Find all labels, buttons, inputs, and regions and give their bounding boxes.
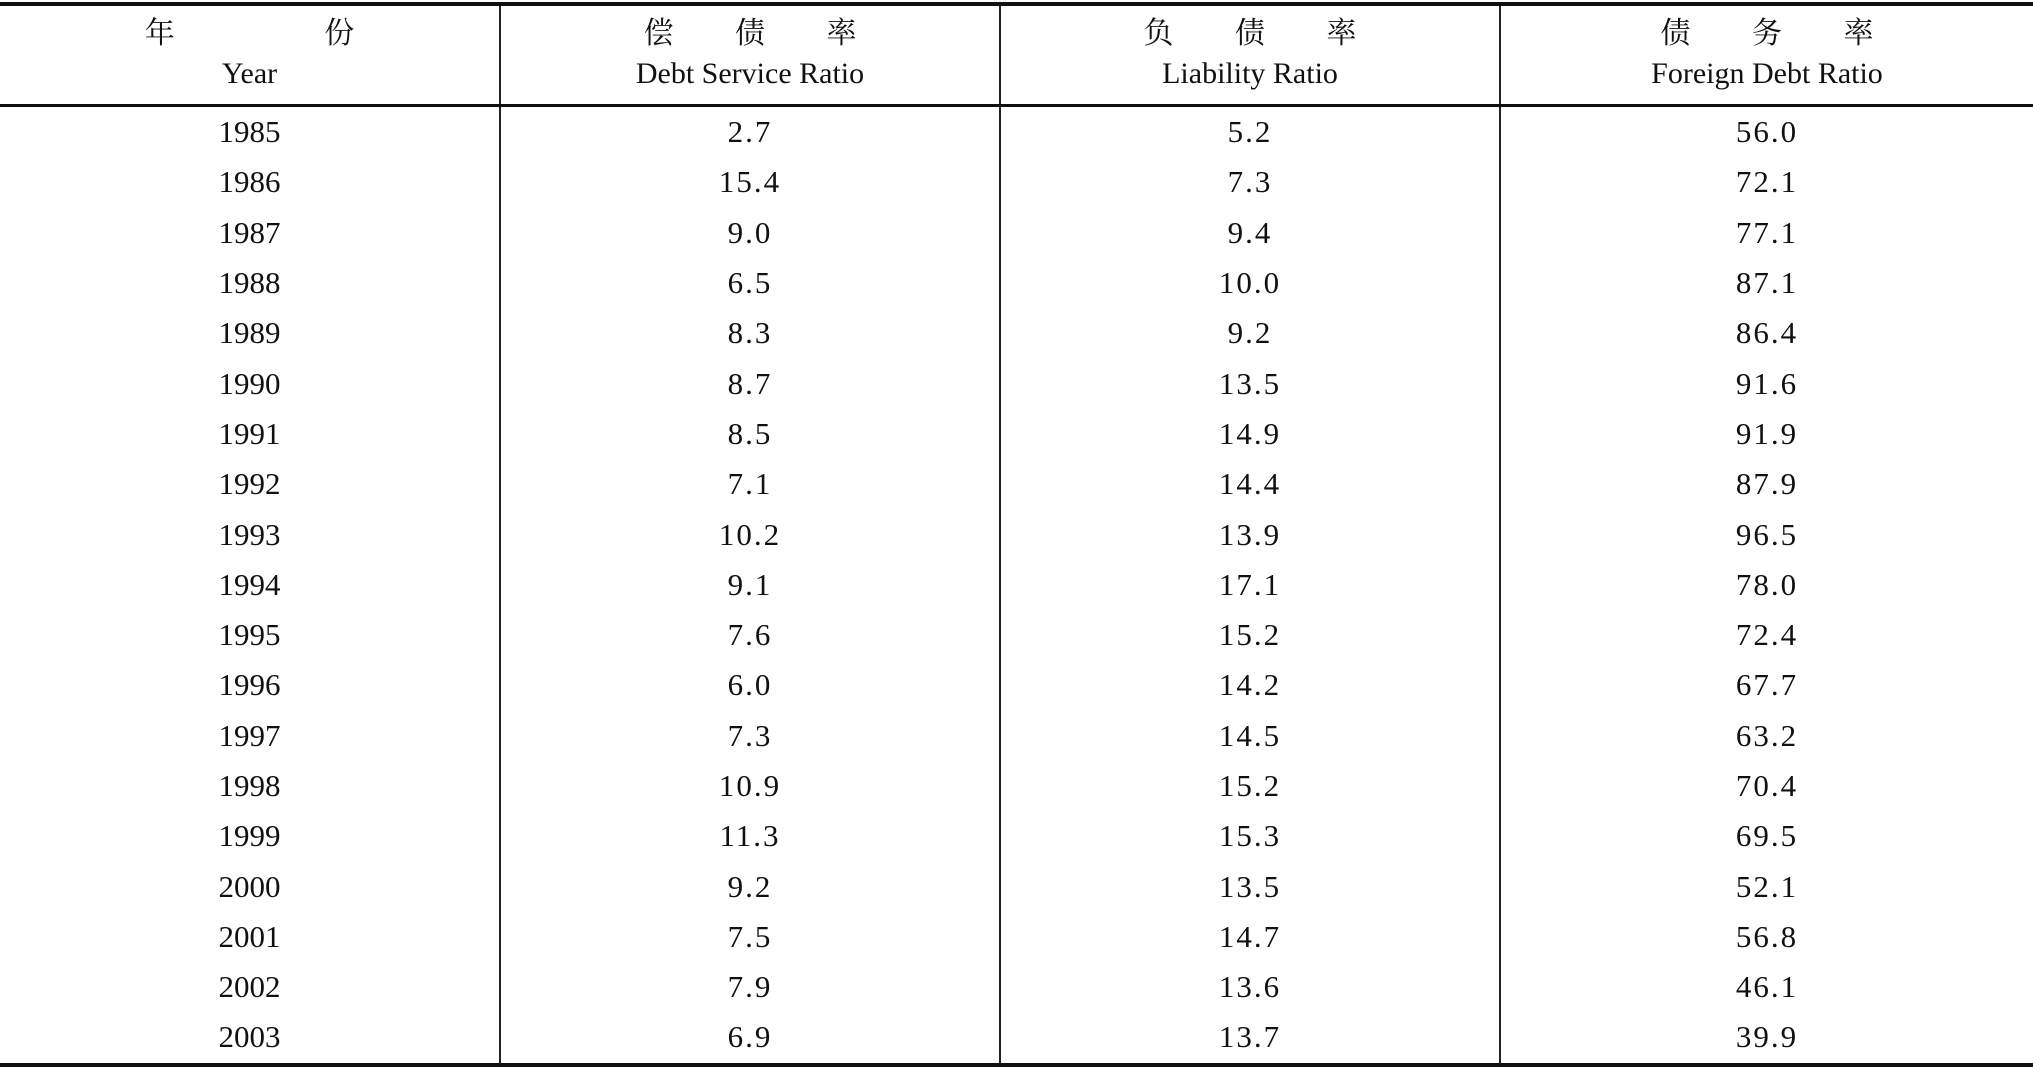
year-cell: 1988 [218,265,281,301]
debt-service-ratio-cell: 7.1 [500,459,1000,509]
liability-ratio-cell: 13.9 [1000,509,1500,559]
debt-service-ratio-cell: 8.3 [500,308,1000,358]
table-header [0,4,2033,106]
year-cell: 2000 [218,868,281,904]
debt-service-ratio-cell: 7.6 [500,610,1000,660]
debt-service-ratio-cell: 6.0 [500,660,1000,710]
table-row [0,258,2033,308]
liability-ratio-cell: 9.4 [1000,208,1500,258]
debt-service-ratio-cell: 9.0 [500,208,1000,258]
year-cell: 1997 [218,717,281,753]
table-row [0,308,2033,358]
foreign-debt-ratio-cell: 86.4 [1500,308,2033,358]
year-cell: 1986 [218,164,281,200]
liability-ratio-cell: 9.2 [1000,308,1500,358]
liability-ratio-cell: 17.1 [1000,560,1500,610]
column-header-year [0,4,500,106]
foreign-debt-ratio-cell: 87.1 [1500,258,2033,308]
year-cell: 1998 [218,768,281,803]
table-row [0,358,2033,408]
table-row [0,157,2033,207]
year-cell: 1991 [218,415,281,451]
table-row [0,610,2033,660]
table-row [0,409,2033,459]
debt-service-ratio-cell: 8.5 [500,409,1000,459]
liability-ratio-cell: 14.5 [1000,711,1500,761]
table-row [0,459,2033,509]
year-cell: 1994 [218,566,281,602]
table-row [0,660,2033,710]
debt-service-ratio-cell: 6.5 [500,258,1000,308]
debt-service-ratio-cell: 7.9 [500,962,1000,1012]
column-header-liability-ratio [1000,4,1500,106]
year-cell: 1989 [218,315,281,351]
column-header-year-en: Year [221,57,278,90]
foreign-debt-ratio-cell: 56.8 [1500,912,2033,962]
column-header-debt-service-ratio [500,4,1000,106]
year-cell: 2003 [0,1012,500,1064]
column-header-liability-ratio-en: Liability Ratio [1162,57,1338,90]
foreign-debt-ratio-cell: 87.9 [1500,459,2033,509]
debt-ratio-table-container [0,2,2033,1067]
liability-ratio-cell: 7.3 [1000,157,1500,207]
header-row [0,4,2033,106]
foreign-debt-ratio-cell: 91.9 [1500,409,2033,459]
foreign-debt-ratio-cell: 69.5 [1500,811,2033,861]
debt-service-ratio-cell: 7.3 [500,711,1000,761]
year-cell: 1993 [218,516,281,552]
foreign-debt-ratio-cell: 78.0 [1500,560,2033,610]
table-row [0,811,2033,861]
debt-service-ratio-cell: 6.9 [500,1012,1000,1064]
table-row [0,861,2033,911]
column-header-foreign-debt-ratio-en: Foreign Debt Ratio [1651,57,1883,90]
liability-ratio-cell: 14.2 [1000,660,1500,710]
foreign-debt-ratio-cell: 46.1 [1500,962,2033,1012]
year-cell: 1990 [218,365,281,401]
column-header-liability-ratio-zh: 负 债 率 [1143,16,1383,51]
table-body [0,106,2033,1065]
debt-service-ratio-cell: 11.3 [500,811,1000,861]
liability-ratio-cell: 13.6 [1000,962,1500,1012]
liability-ratio-cell: 15.3 [1000,811,1500,861]
liability-ratio-cell: 15.2 [1000,761,1500,811]
liability-ratio-cell: 13.5 [1000,861,1500,911]
liability-ratio-cell: 14.4 [1000,459,1500,509]
year-cell: 1985 [218,114,281,150]
foreign-debt-ratio-cell: 63.2 [1500,711,2033,761]
column-header-debt-service-ratio-zh: 偿 债 率 [643,16,883,51]
column-header-foreign-debt-ratio-zh: 债 务 率 [1660,16,1900,51]
liability-ratio-cell: 15.2 [1000,610,1500,660]
debt-service-ratio-cell: 10.9 [500,761,1000,811]
liability-ratio-cell: 13.5 [1000,358,1500,408]
table-row [0,711,2033,761]
table-row [0,106,2033,158]
table-row [0,1012,2033,1064]
debt-service-ratio-cell: 7.5 [500,912,1000,962]
table-row [0,962,2033,1012]
year-cell: 1992 [218,466,281,502]
debt-service-ratio-cell: 9.1 [500,560,1000,610]
table-row [0,560,2033,610]
column-header-foreign-debt-ratio [1500,4,2033,106]
column-header-year-zh: 年 份 [144,16,425,51]
year-cell: 1987 [218,214,281,250]
debt-service-ratio-cell: 2.7 [500,106,1000,158]
foreign-debt-ratio-cell: 39.9 [1500,1012,2033,1064]
debt-service-ratio-cell: 10.2 [500,509,1000,559]
year-cell: 1995 [218,617,281,653]
debt-service-ratio-cell: 9.2 [500,861,1000,911]
liability-ratio-cell: 14.9 [1000,409,1500,459]
year-cell: 1999 [218,818,281,854]
foreign-debt-ratio-cell: 96.5 [1500,509,2033,559]
foreign-debt-ratio-cell: 77.1 [1500,208,2033,258]
foreign-debt-ratio-cell: 52.1 [1500,861,2033,911]
liability-ratio-cell: 13.7 [1000,1012,1500,1064]
liability-ratio-cell: 5.2 [1000,106,1500,158]
year-cell: 2002 [218,969,281,1005]
year-cell: 1996 [218,667,281,703]
liability-ratio-cell: 10.0 [1000,258,1500,308]
debt-service-ratio-cell: 15.4 [500,157,1000,207]
debt-ratio-table [0,2,2033,1067]
foreign-debt-ratio-cell: 91.6 [1500,358,2033,408]
debt-service-ratio-cell: 8.7 [500,358,1000,408]
foreign-debt-ratio-cell: 72.4 [1500,610,2033,660]
table-row [0,509,2033,559]
foreign-debt-ratio-cell: 67.7 [1500,660,2033,710]
table-row [0,912,2033,962]
foreign-debt-ratio-cell: 56.0 [1500,106,2033,158]
table-row [0,761,2033,811]
column-header-debt-service-ratio-en: Debt Service Ratio [635,57,865,90]
foreign-debt-ratio-cell: 72.1 [1500,157,2033,207]
table-row [0,208,2033,258]
liability-ratio-cell: 14.7 [1000,912,1500,962]
foreign-debt-ratio-cell: 70.4 [1500,761,2033,811]
year-cell: 2001 [218,918,281,954]
